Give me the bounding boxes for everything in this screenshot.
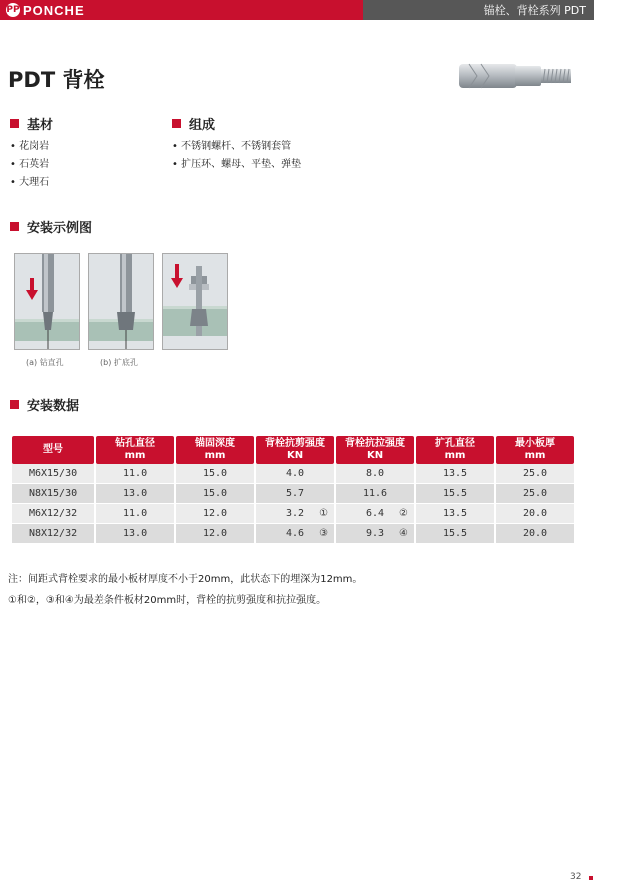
cell-ream: 15.5 <box>416 484 494 504</box>
cell-model: N8X15/30 <box>12 484 94 504</box>
anchor-bolt-image <box>455 56 575 96</box>
cell-ream: 13.5 <box>416 464 494 484</box>
section-base-material <box>10 114 53 133</box>
top-bar <box>0 0 594 20</box>
cell-drill: 11.0 <box>96 464 174 484</box>
cell-model: N8X12/32 <box>12 524 94 544</box>
brand-bar <box>0 0 363 20</box>
cell-drill: 13.0 <box>96 524 174 544</box>
series-label: 锚栓、背栓系列 PDT <box>483 4 586 17</box>
section-heading: 组成 <box>189 118 216 133</box>
header-ream-diameter: 扩孔直径 mm <box>416 436 494 464</box>
figure-caption-a: (a) 钻直孔 <box>26 358 64 367</box>
cell-ream: 15.5 <box>416 524 494 544</box>
install-figure-drill <box>14 253 80 350</box>
cell-shear: 5.7 <box>256 484 334 504</box>
header-tensile-strength: 背栓抗拉强度 KN <box>336 436 414 464</box>
logo-icon: PP <box>6 5 20 15</box>
cell-depth: 15.0 <box>176 484 254 504</box>
list-item: • 石英岩 <box>10 156 49 174</box>
page-title: PDT 背栓 <box>8 68 105 92</box>
page-number: 32 <box>570 872 582 882</box>
ream-illustration <box>89 254 154 350</box>
series-bar <box>363 0 594 20</box>
header-model: 型号 <box>12 436 94 464</box>
cell-depth: 15.0 <box>176 464 254 484</box>
table-row <box>12 504 574 524</box>
cell-thickness: 25.0 <box>496 464 574 484</box>
insert-illustration <box>163 254 228 350</box>
header-anchor-depth: 锚固深度 mm <box>176 436 254 464</box>
section-composition <box>172 114 215 133</box>
section-marker-icon <box>172 119 181 128</box>
figure-caption-b: (b) 扩底孔 <box>100 358 138 367</box>
list-item: • 大理石 <box>10 174 49 192</box>
section-install-data <box>10 395 79 414</box>
cell-drill: 13.0 <box>96 484 174 504</box>
cell-depth: 12.0 <box>176 504 254 524</box>
cell-thickness: 20.0 <box>496 504 574 524</box>
note-line-1: 注：间距式背栓要求的最小板材厚度不小于20mm，此状态下的埋深为12mm。 <box>8 574 363 585</box>
cell-shear: 4.0 <box>256 464 334 484</box>
cell-thickness: 25.0 <box>496 484 574 504</box>
drill-illustration <box>15 254 80 350</box>
cell-shear: 3.2 ① <box>256 504 334 524</box>
section-heading: 安装数据 <box>27 399 80 414</box>
cell-tensile: 11.6 <box>336 484 414 504</box>
header-min-thickness: 最小板厚 mm <box>496 436 574 464</box>
install-figure-insert <box>162 253 228 350</box>
section-heading: 基材 <box>27 118 54 133</box>
cell-tensile: 6.4 ② <box>336 504 414 524</box>
header-shear-strength: 背栓抗剪强度 KN <box>256 436 334 464</box>
note-line-2: ①和②，③和④为最差条件板材20mm时，背栓的抗剪强度和抗拉强度。 <box>8 595 327 606</box>
table-row <box>12 484 574 504</box>
cell-model: M6X12/32 <box>12 504 94 524</box>
cell-model: M6X15/30 <box>12 464 94 484</box>
brand-name: PONCHE <box>23 2 85 18</box>
header-drill-diameter: 钻孔直径 mm <box>96 436 174 464</box>
table-row <box>12 464 574 484</box>
install-figure-ream <box>88 253 154 350</box>
list-item: • 花岗岩 <box>10 138 49 156</box>
cell-ream: 13.5 <box>416 504 494 524</box>
base-material-list <box>10 138 49 192</box>
cell-depth: 12.0 <box>176 524 254 544</box>
composition-list <box>172 138 301 174</box>
cell-shear: 4.6 ③ <box>256 524 334 544</box>
section-marker-icon <box>10 119 19 128</box>
section-marker-icon <box>10 400 19 409</box>
list-item: • 不锈钢螺杆、不锈钢套管 <box>172 138 301 156</box>
cell-thickness: 20.0 <box>496 524 574 544</box>
list-item: • 扩压环、螺母、平垫、弹垫 <box>172 156 301 174</box>
cell-tensile: 9.3 ④ <box>336 524 414 544</box>
install-data-table <box>10 436 576 544</box>
page-marker-icon <box>589 876 593 880</box>
section-install-example <box>10 217 92 236</box>
cell-drill: 11.0 <box>96 504 174 524</box>
section-marker-icon <box>10 222 19 231</box>
cell-tensile: 8.0 <box>336 464 414 484</box>
section-heading: 安装示例图 <box>27 221 93 236</box>
table-header-row <box>12 436 574 464</box>
table-row <box>12 524 574 544</box>
